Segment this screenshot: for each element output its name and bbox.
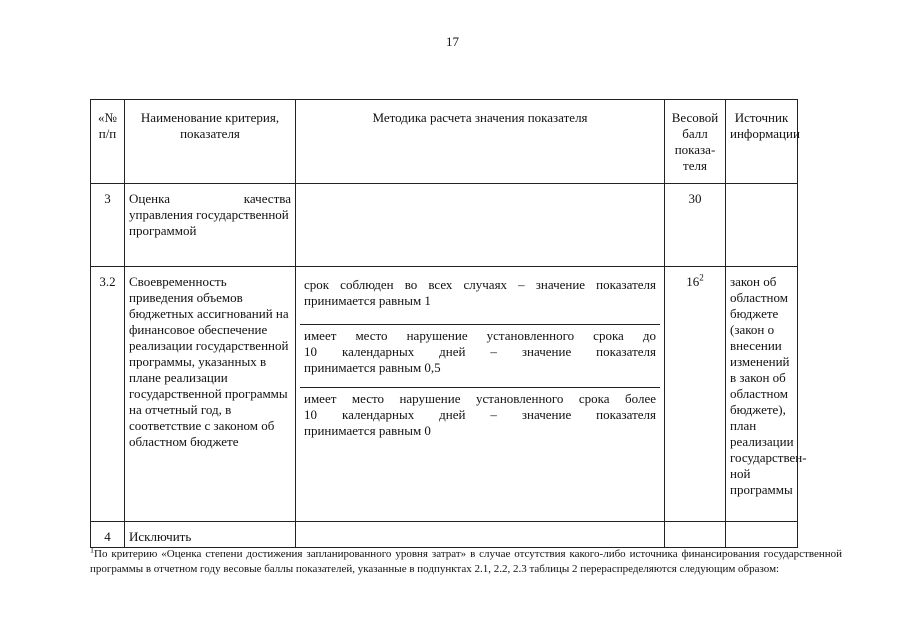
row3-name-word2: качества [243,191,291,206]
method-option-1 [300,274,660,324]
row3-name-rest: управления государственной программой [129,207,289,238]
footnote-marker: 1 [90,545,94,555]
row3-name [125,184,296,267]
method-3-line2: 10 календарных дней – значение показателя [304,407,656,422]
header-source: Источник информации [726,100,798,184]
row3-source [726,184,798,267]
row3-name-word1: Оценка [129,191,170,206]
row4-source [726,522,798,548]
page-number: 17 [446,34,459,49]
method-1-line1: срок соблюден во всех случаях – значение показателя [304,277,656,292]
row32-weight-value: 16 [686,274,700,289]
row3-weight: 30 [665,184,726,267]
row4-weight [665,522,726,548]
row4-num: 4 [91,522,125,548]
row4-name: Исключить [125,522,296,548]
row32-num: 3.2 [91,267,125,522]
row3-num: 3 [91,184,125,267]
method-1-line2: принимается равным 1 [304,293,431,308]
row4-method [296,522,665,548]
header-name: Наименование критерия, показателя [125,100,296,184]
table-row [91,184,798,267]
row3-method [296,184,665,267]
row32-weight [665,267,726,522]
row32-source: закон об областном бюджете (закон о внесении изменений в закон об областном бюджете), план реализации государствен-ной программы [726,267,798,522]
method-3-line1: имеет место нарушение установленного срока более [304,391,656,406]
header-weight: Весовой балл показа-теля [665,100,726,184]
row32-name: Своевременность приведения объемов бюджетных ассигнований на финансовое обеспечение реализации государственной программы, указанных в плане реализации государственной программы на отчетный год, в соответствие с законом об областном бюджете [125,267,296,522]
footnote-text: По критерию «Оценка степени достижения запланированного уровня затрат» в случае отсутствия какого-либо источника финансирования государственной программы в отчетном году весовые баллы показателей, указанные в подпунктах 2.1, 2.2, 2.3 таблицы 2 перераспределяются следующим образом: [90,548,842,575]
method-option-3 [300,387,660,455]
table-row [91,522,798,548]
method-option-2 [300,324,660,387]
criteria-table [90,99,807,548]
method-3-line3: принимается равным 0 [304,423,431,438]
table-header-row [91,100,798,184]
method-2-line3: принимается равным 0,5 [304,360,441,375]
footnote [90,547,842,577]
row32-weight-footnote-ref: 2 [699,272,704,283]
header-num: «№ п/п [91,100,125,184]
method-2-line2: 10 календарных дней – значение показателя [304,344,656,359]
table-row [91,267,798,522]
row32-method [296,267,665,522]
method-2-line1: имеет место нарушение установленного срока до [304,328,656,343]
header-method: Методика расчета значения показателя [296,100,665,184]
